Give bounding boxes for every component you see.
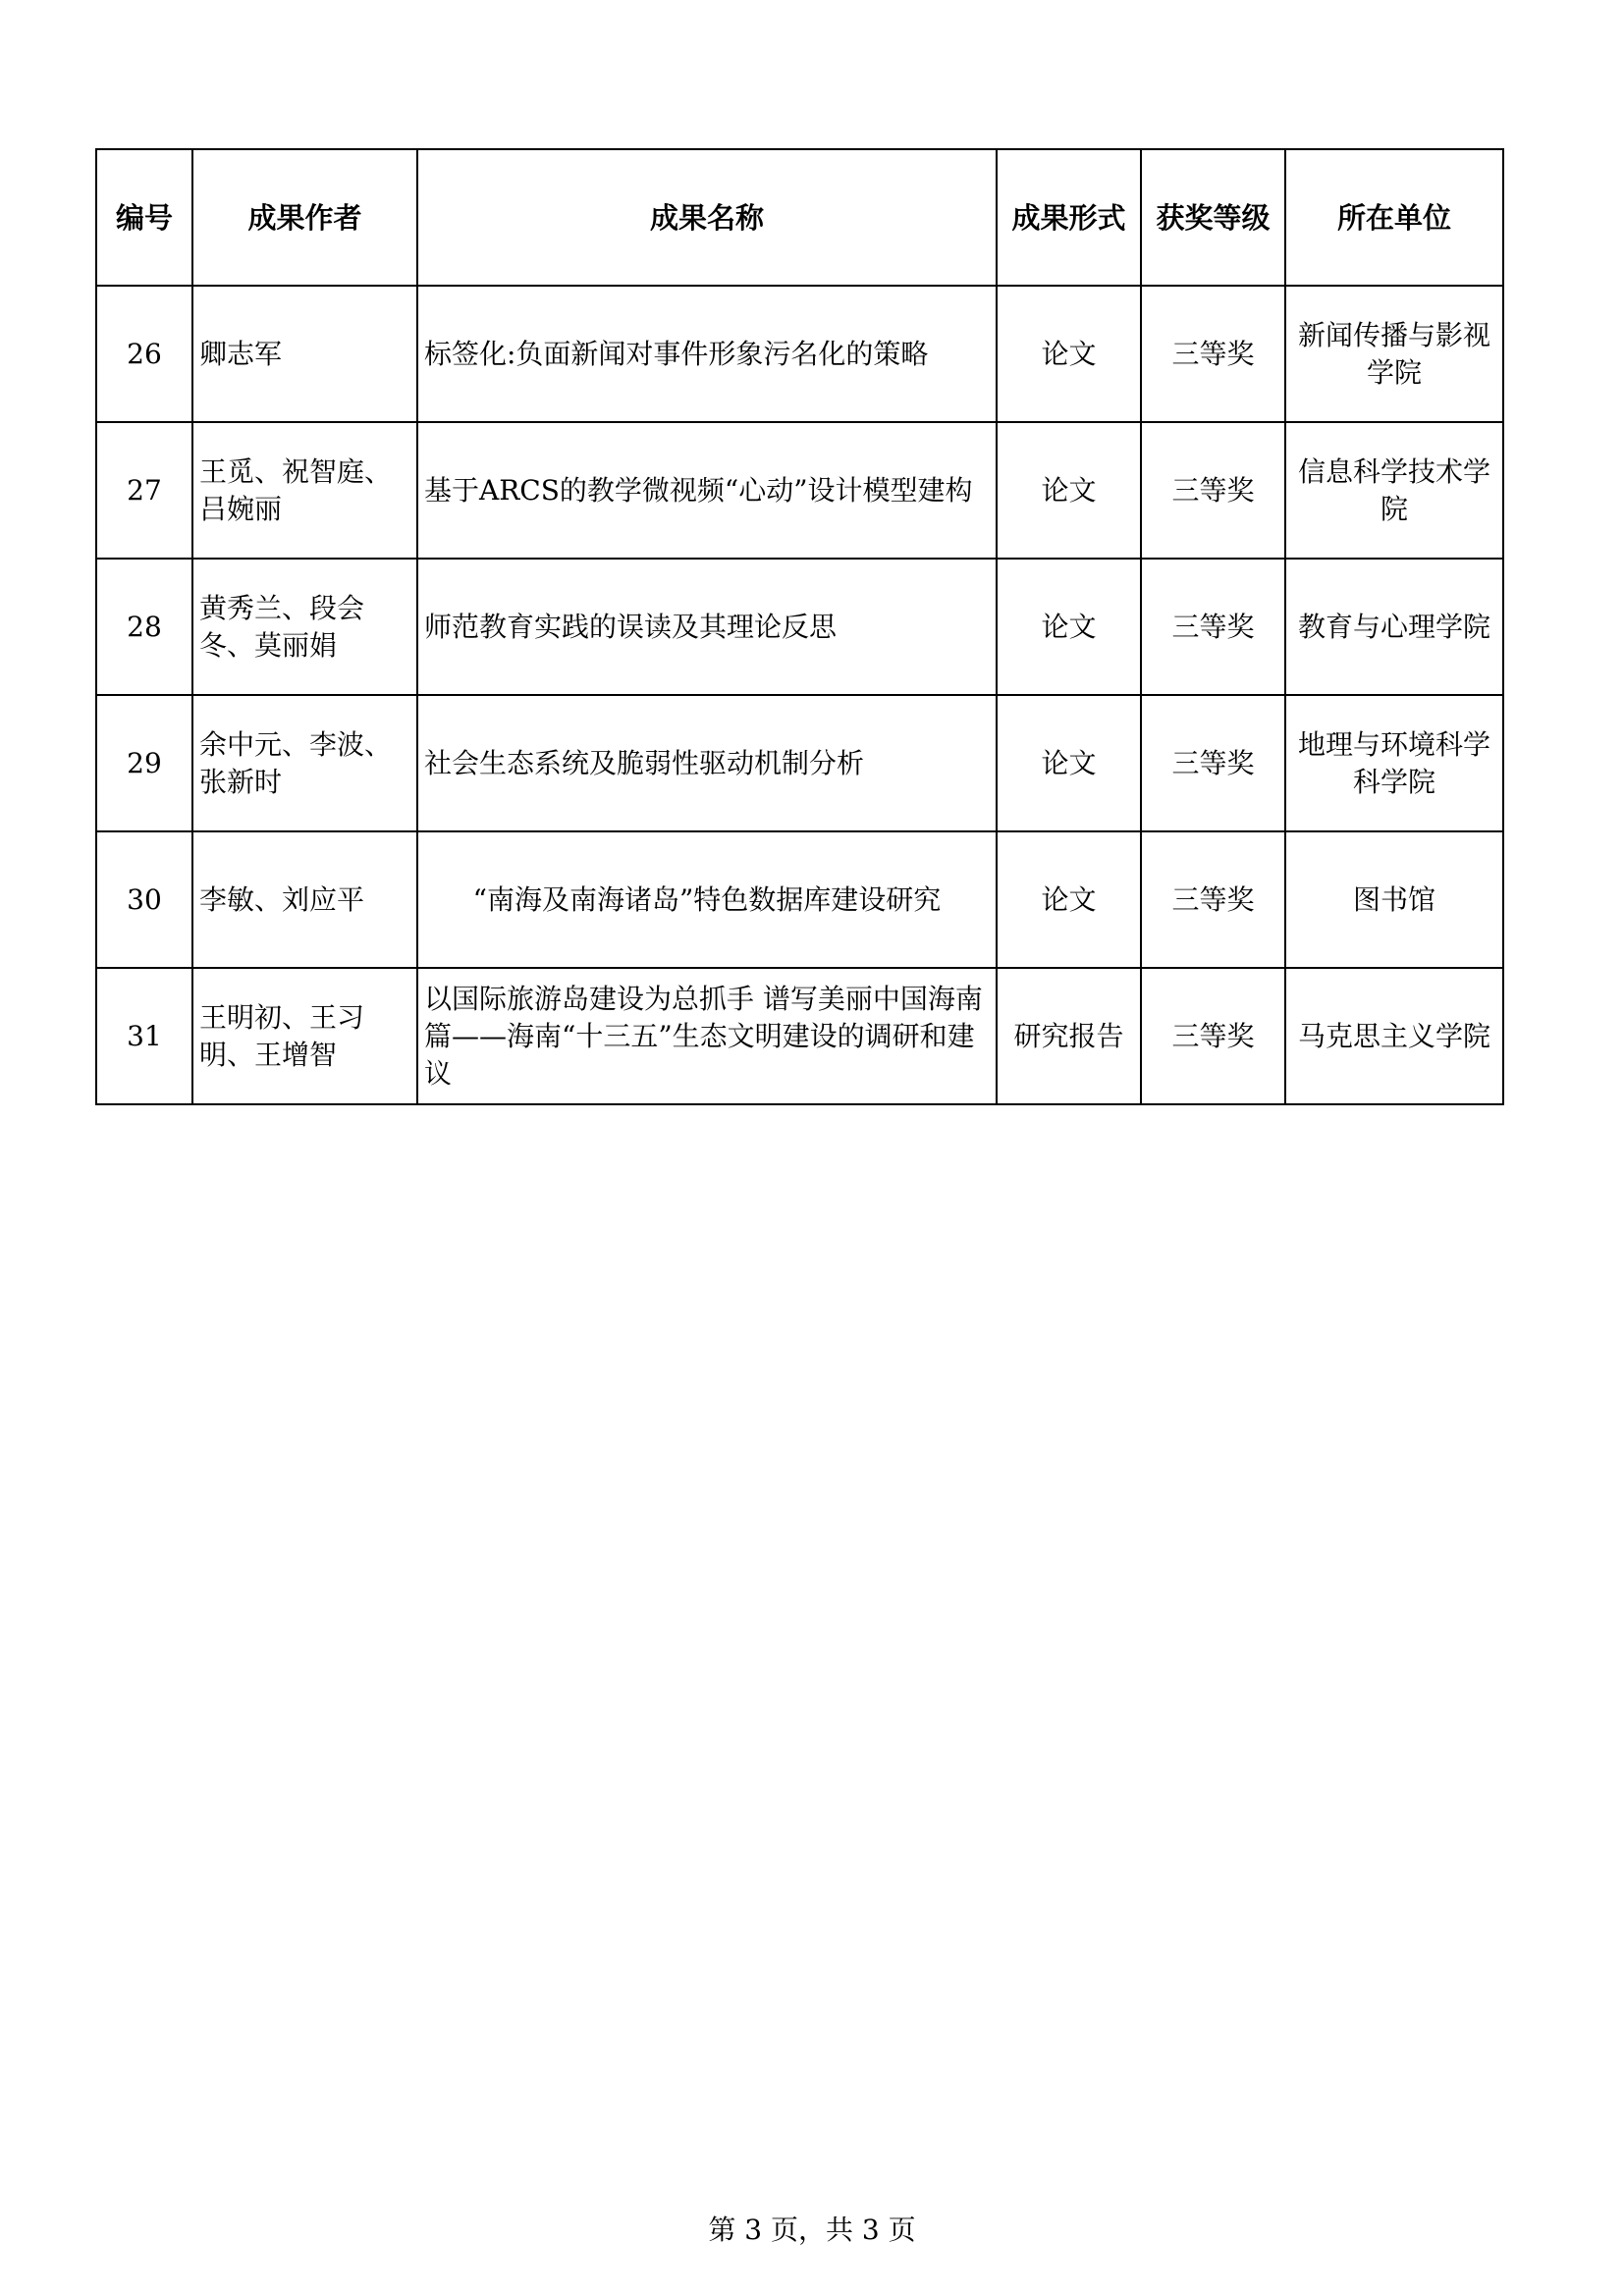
cell-level: 三等奖 (1141, 695, 1285, 831)
table-row (96, 559, 1503, 695)
header-title: 成果名称 (417, 149, 997, 286)
cell-unit: 马克思主义学院 (1285, 968, 1503, 1104)
awards-table (95, 148, 1504, 1105)
cell-unit: 图书馆 (1285, 831, 1503, 968)
cell-form: 论文 (997, 286, 1141, 422)
cell-unit: 地理与环境科学科学院 (1285, 695, 1503, 831)
cell-form: 研究报告 (997, 968, 1141, 1104)
cell-unit: 新闻传播与影视学院 (1285, 286, 1503, 422)
header-author: 成果作者 (192, 149, 417, 286)
cell-level: 三等奖 (1141, 968, 1285, 1104)
header-form: 成果形式 (997, 149, 1141, 286)
cell-author: 王觅、祝智庭、吕婉丽 (192, 422, 417, 559)
cell-form: 论文 (997, 422, 1141, 559)
page-number-footer: 第 3 页，共 3 页 (708, 2214, 916, 2246)
cell-author: 卿志军 (192, 286, 417, 422)
table-row (96, 831, 1503, 968)
cell-level: 三等奖 (1141, 422, 1285, 559)
cell-form: 论文 (997, 559, 1141, 695)
cell-title: 社会生态系统及脆弱性驱动机制分析 (417, 695, 997, 831)
table-row (96, 968, 1503, 1104)
cell-no: 26 (96, 286, 192, 422)
cell-author: 李敏、刘应平 (192, 831, 417, 968)
cell-title: 基于ARCS的教学微视频“心动”设计模型建构 (417, 422, 997, 559)
cell-title: “南海及南海诸岛”特色数据库建设研究 (417, 831, 997, 968)
header-no: 编号 (96, 149, 192, 286)
cell-unit: 信息科学技术学院 (1285, 422, 1503, 559)
cell-no: 30 (96, 831, 192, 968)
cell-no: 28 (96, 559, 192, 695)
header-level: 获奖等级 (1141, 149, 1285, 286)
cell-title: 师范教育实践的误读及其理论反思 (417, 559, 997, 695)
cell-author: 黄秀兰、段会冬、莫丽娟 (192, 559, 417, 695)
cell-author: 王明初、王习明、王增智 (192, 968, 417, 1104)
table-header-row (96, 149, 1503, 286)
cell-form: 论文 (997, 831, 1141, 968)
cell-no: 29 (96, 695, 192, 831)
cell-author: 余中元、李波、张新时 (192, 695, 417, 831)
cell-level: 三等奖 (1141, 559, 1285, 695)
cell-level: 三等奖 (1141, 831, 1285, 968)
cell-no: 31 (96, 968, 192, 1104)
table-row (96, 695, 1503, 831)
cell-level: 三等奖 (1141, 286, 1285, 422)
cell-form: 论文 (997, 695, 1141, 831)
cell-unit: 教育与心理学院 (1285, 559, 1503, 695)
table-row (96, 422, 1503, 559)
header-unit: 所在单位 (1285, 149, 1503, 286)
table-row (96, 286, 1503, 422)
cell-title: 以国际旅游岛建设为总抓手 谱写美丽中国海南篇——海南“十三五”生态文明建设的调研和建议 (417, 968, 997, 1104)
cell-title: 标签化:负面新闻对事件形象污名化的策略 (417, 286, 997, 422)
cell-no: 27 (96, 422, 192, 559)
